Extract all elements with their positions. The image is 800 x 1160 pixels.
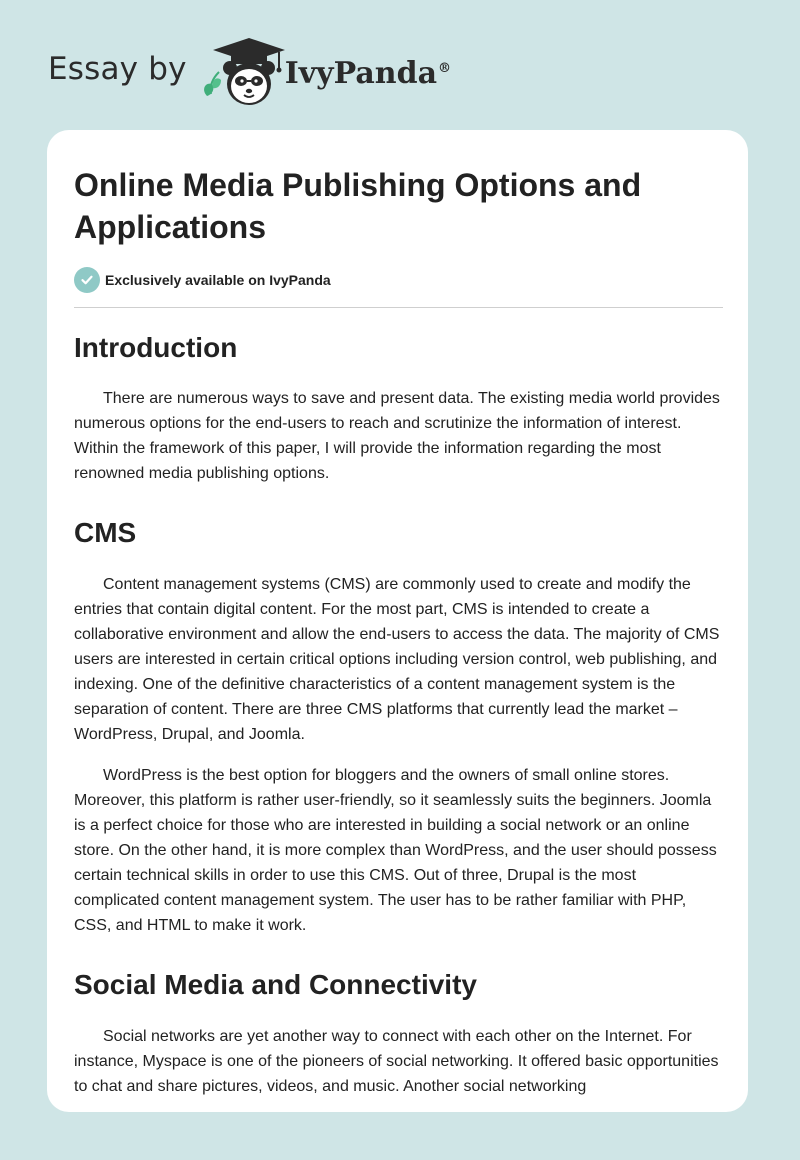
section-introduction (74, 331, 724, 486)
panda-graduate-icon[interactable] (197, 36, 289, 108)
article-title: Online Media Publishing Options and Applications (74, 167, 642, 245)
section-heading: Introduction (74, 332, 238, 363)
section-social-media (74, 968, 724, 1099)
exclusive-badge (74, 266, 724, 294)
registered-mark: ® (438, 60, 452, 76)
title-divider (74, 307, 723, 308)
section-heading: Social Media and Connectivity (74, 969, 477, 1000)
brand-name[interactable] (285, 56, 451, 91)
essay-by-label: Essay by (48, 51, 187, 87)
section-heading: CMS (74, 517, 137, 548)
section-paragraph: WordPress is the best option for bloggers and the owners of small online stores. Moreover, this platform is rather user-friendly, so it seamlessly suits the beginners. Joomla is a perfect choice for those who are interested in building a social network or an online store. On the other hand, it is more complex than WordPress, and the user should possess certain technical skills in order to use this CMS. Out of three, Drupal is the most complicated content management system. The user has to be rather familiar with PHP, CSS, and HTML to make it work. (74, 767, 717, 934)
section-paragraph: Social networks are yet another way to connect with each other on the Internet. For instance, Myspace is one of the pioneers of social networking. It offered basic opportunities to chat and share pictures, videos, and music. Another social networking (74, 1028, 719, 1095)
section-paragraph: There are numerous ways to save and present data. The existing media world provides numerous options for the end-users to reach and scrutinize the information of interest. Within the framework of this paper, I will provide the information regarding the most renowned media publishing options. (74, 390, 720, 482)
site-header (48, 36, 451, 108)
brand-name-text: IvyPanda (284, 55, 438, 91)
article-card (47, 130, 748, 1112)
section-cms (74, 516, 724, 938)
section-paragraph: Content management systems (CMS) are commonly used to create and modify the entries that contain digital content. For the most part, CMS is intended to create a collaborative environment and allow the end-users to access the data. The majority of CMS users are interested in certain critical options including version control, web publishing, and indexing. One of the definitive characteristics of a content management system is the separation of content. There are three CMS platforms that currently lead the market – WordPress, Drupal, and Joomla. (74, 576, 720, 743)
exclusive-badge-text: Exclusively available on IvyPanda (105, 272, 331, 288)
check-circle-icon (74, 267, 100, 293)
article-content (74, 164, 724, 1099)
